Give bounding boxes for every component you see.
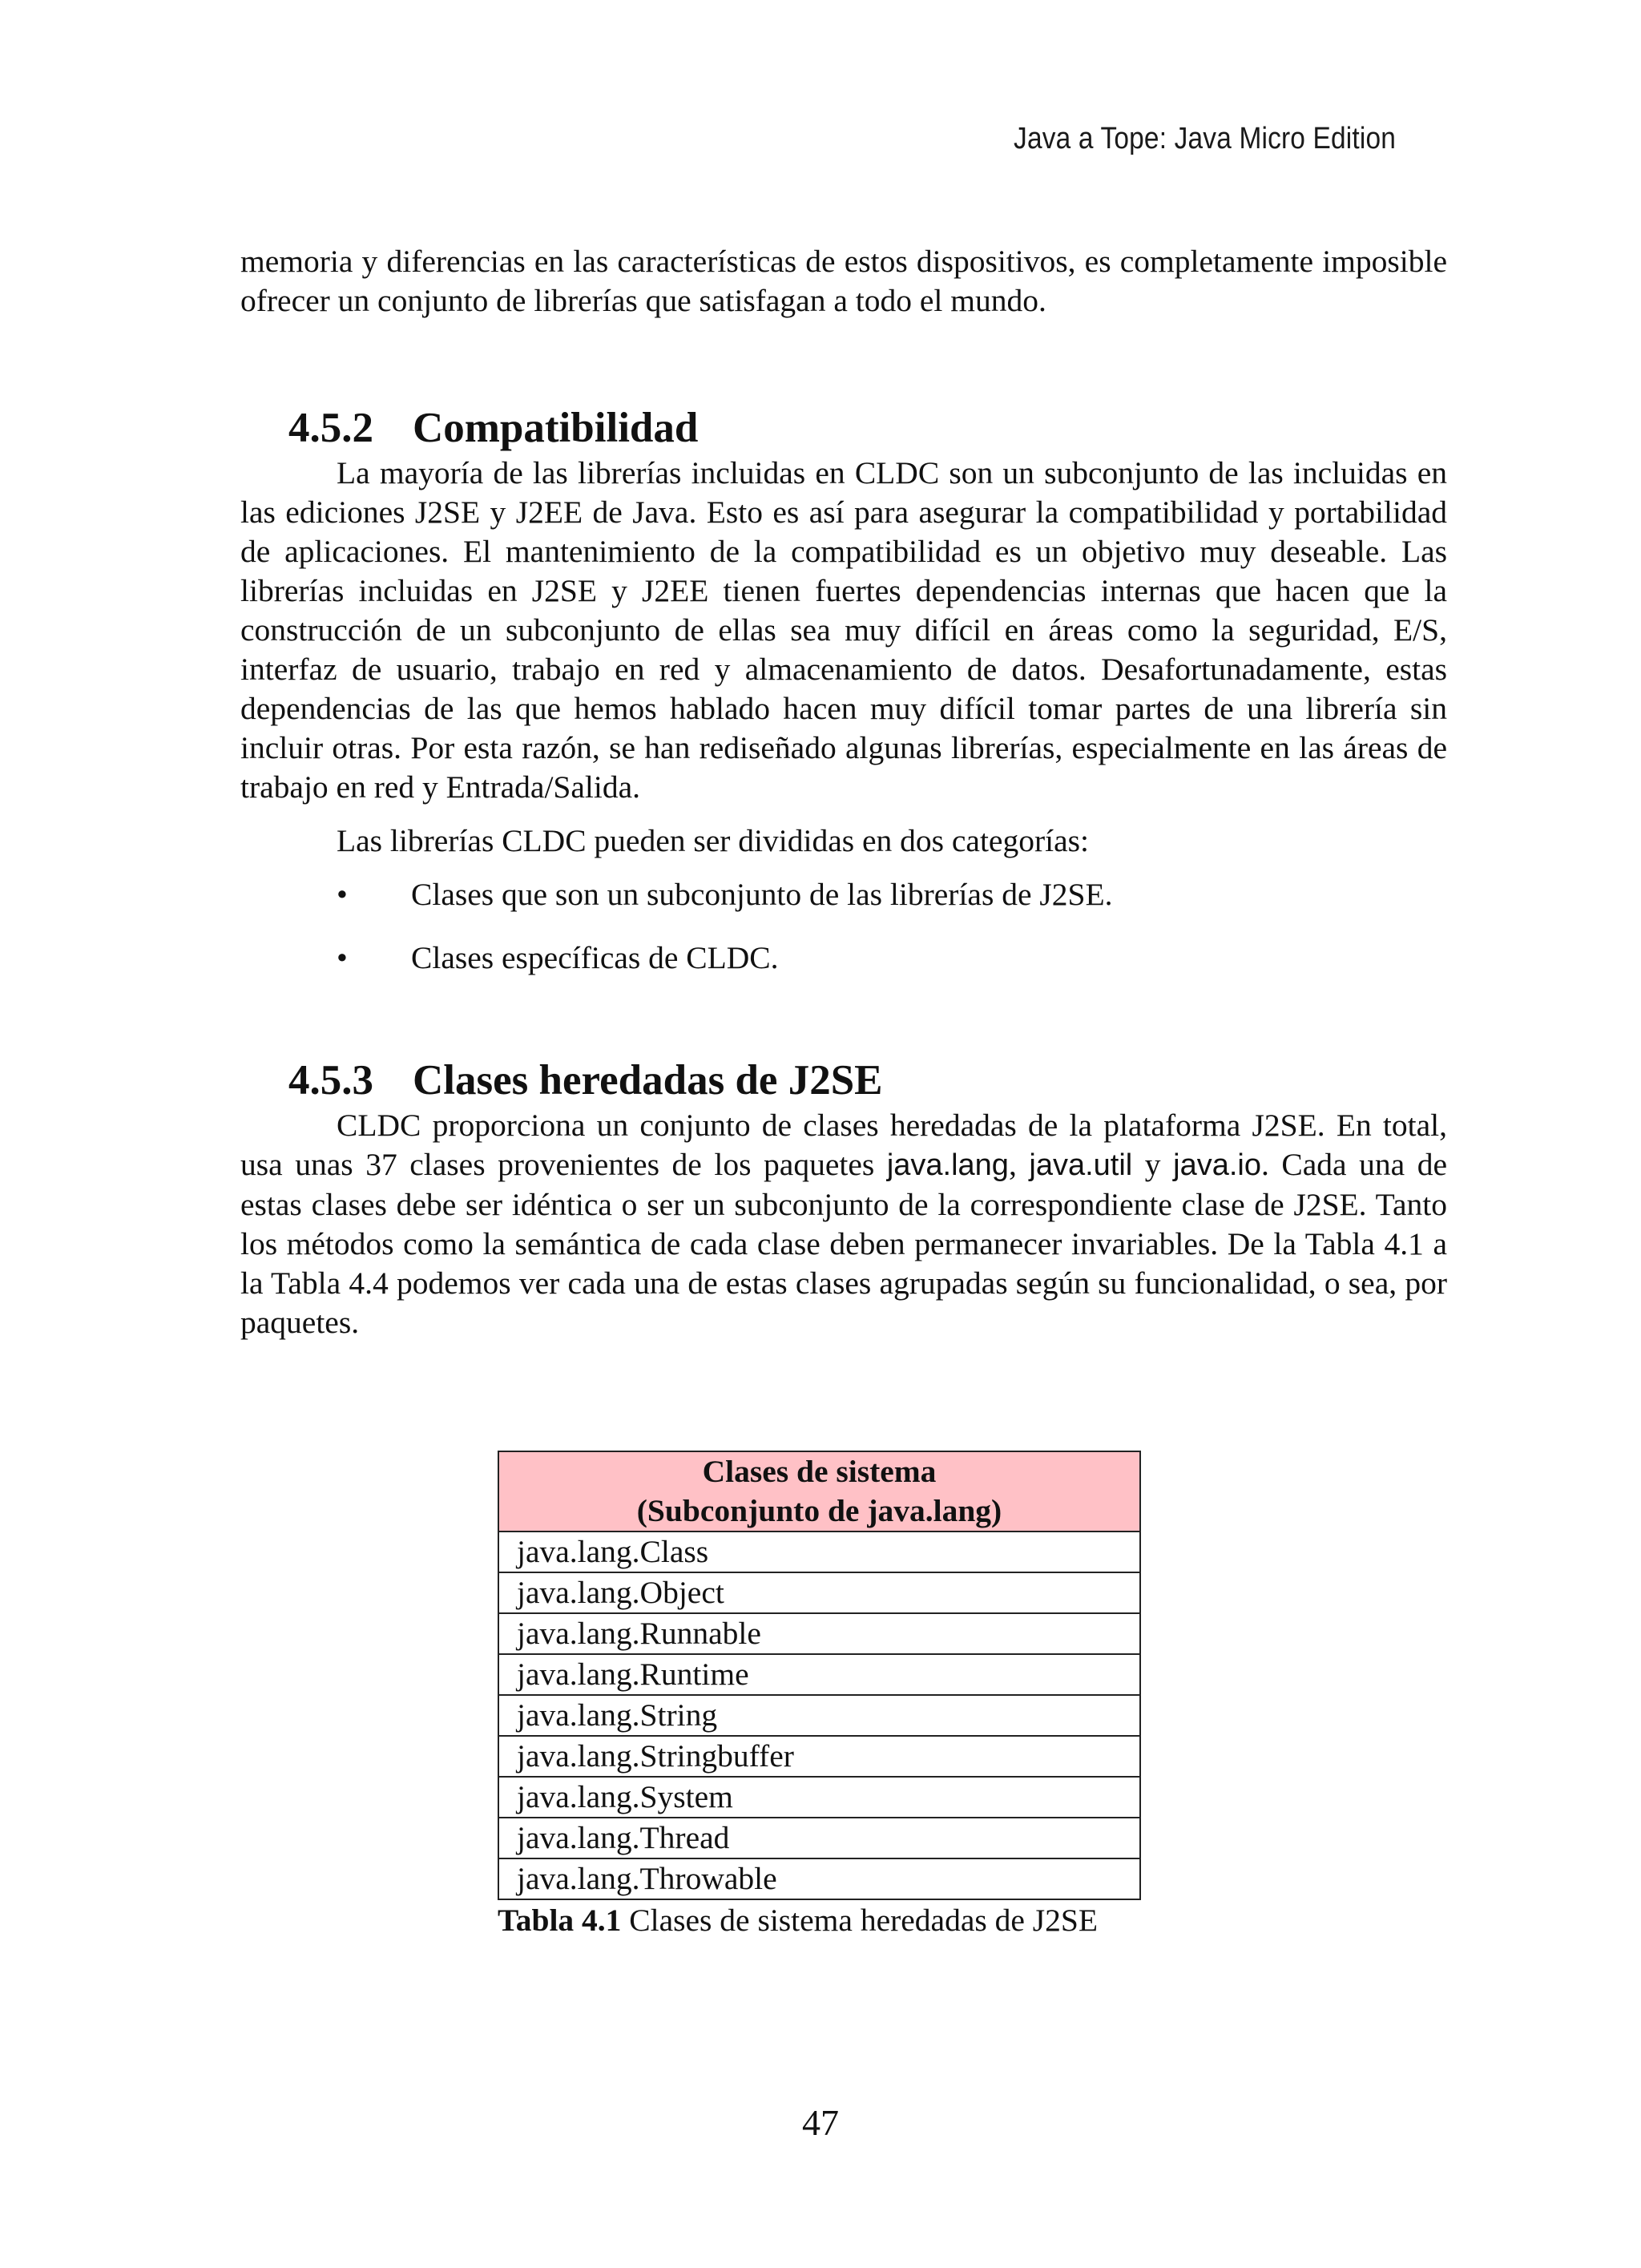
- page-number: 47: [802, 2102, 839, 2143]
- category-list: [240, 875, 1447, 978]
- table-row: [498, 1858, 1140, 1899]
- table-row: [498, 1695, 1140, 1736]
- compatibilidad-paragraph: La mayoría de las librerías incluidas en CLDC son un subconjunto de las incluidas en las ediciones J2SE y J2EE de Java. Esto es así para asegurar la compatibilidad y portabilidad de aplicaciones. El mantenimiento de la compatibilidad es un objetivo muy deseable. Las librerías incluidas en J2SE y J2EE tienen fuertes dependencias internas que hacen que la construcción de un subconjunto de ellas sea muy difícil en áreas como la seguridad, E/S, interfaz de usuario, trabajo en red y almacenamiento de datos. Desafortunadamente, estas dependencias de las que hemos hablado hacen muy difícil tomar partes de una librería sin incluir otras. Por esta razón, se han rediseñado algunas librerías, especialmente en las áreas de trabajo en red y Entrada/Salida.: [240, 455, 1447, 805]
- section-heading-compatibilidad: [240, 402, 1447, 454]
- section-number: 4.5.3: [288, 1057, 373, 1104]
- table-cell: java.lang.Class: [498, 1532, 1140, 1572]
- paragraph-text: . Cada una de estas clases debe ser idéntica o ser un subconjunto de la correspondiente clase de J2SE. Tanto los métodos como la semántica de cada clase deben permanecer invariables. De la Tabla 4.1 a la Tabla 4.4 podemos ver cada una de estas clases agrupadas según su funcionalidad, o sea, por paquetes.: [240, 1147, 1448, 1340]
- paragraph-text: ,: [1008, 1147, 1030, 1182]
- table-cell: java.lang.Runtime: [498, 1654, 1140, 1695]
- table-cell: java.lang.Throwable: [498, 1858, 1140, 1899]
- table-cell: java.lang.Runnable: [498, 1613, 1140, 1654]
- table-row: [498, 1572, 1140, 1613]
- section-heading-clases-heredadas: [240, 1055, 1447, 1106]
- table-row: [498, 1777, 1140, 1818]
- table-caption: [498, 1901, 1098, 1940]
- intro-paragraph: memoria y diferencias en las características de estos dispositivos, es completamente imposible ofrecer un conjunto de librerías que satisfagan a todo el mundo.: [240, 244, 1447, 318]
- table-row: [498, 1818, 1140, 1858]
- bullet-icon: •: [337, 877, 348, 912]
- table-header-cell: [498, 1451, 1140, 1532]
- table-cell: java.lang.Object: [498, 1572, 1140, 1613]
- section-number: 4.5.2: [288, 405, 373, 451]
- table-caption-text: Clases de sistema heredadas de J2SE: [621, 1903, 1098, 1938]
- list-item: [240, 938, 1447, 978]
- list-item-text: Clases específicas de CLDC.: [411, 940, 779, 975]
- table-caption-label: Tabla 4.1: [498, 1903, 622, 1938]
- package-name: java.io: [1173, 1148, 1261, 1182]
- section-title: Compatibilidad: [413, 405, 699, 451]
- running-header: Java a Tope: Java Micro Edition: [1014, 122, 1396, 155]
- bullet-icon: •: [337, 940, 348, 975]
- table-header-row: [498, 1451, 1140, 1532]
- table-row: [498, 1613, 1140, 1654]
- categorias-paragraph: Las librerías CLDC pueden ser divididas en dos categorías:: [337, 823, 1089, 858]
- package-name: java.lang: [886, 1148, 1009, 1182]
- list-item-text: Clases que son un subconjunto de las librerías de J2SE.: [411, 877, 1113, 912]
- package-name: java.util: [1029, 1148, 1133, 1182]
- paragraph-text: CLDC proporciona un conjunto de clases heredadas de la plataforma J2SE. En total, usa unas 37 clases provenientes de los paquetes: [240, 1108, 1447, 1182]
- page-body: [240, 242, 1447, 1342]
- table-cell: java.lang.String: [498, 1695, 1140, 1736]
- table-cell: java.lang.Stringbuffer: [498, 1736, 1140, 1777]
- table-row: [498, 1736, 1140, 1777]
- paragraph-text: y: [1132, 1147, 1174, 1182]
- clases-heredadas-paragraph: [240, 1106, 1447, 1342]
- table-cell: java.lang.System: [498, 1777, 1140, 1818]
- table-row: [498, 1532, 1140, 1572]
- table-cell: java.lang.Thread: [498, 1818, 1140, 1858]
- table-header-line-2: (Subconjunto de java.lang): [636, 1493, 1002, 1528]
- system-classes-table-wrap: [498, 1451, 1141, 1900]
- table-row: [498, 1654, 1140, 1695]
- section-title: Clases heredadas de J2SE: [413, 1057, 883, 1104]
- table-header-line-1: Clases de sistema: [702, 1454, 937, 1489]
- list-item: [240, 875, 1447, 914]
- system-classes-table: [498, 1451, 1141, 1900]
